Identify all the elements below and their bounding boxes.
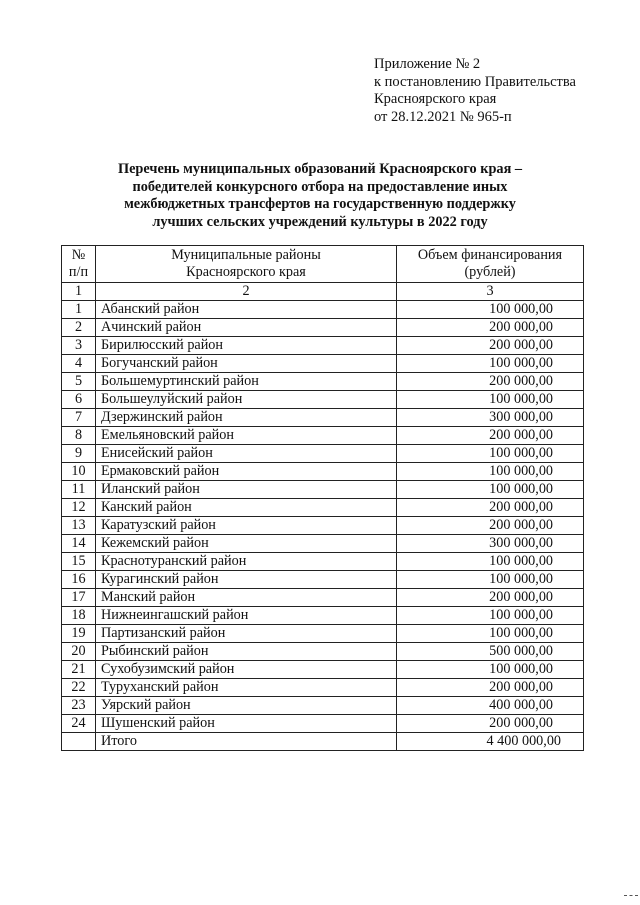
row-number: 23	[62, 697, 96, 715]
funding-amount: 500 000,00	[397, 643, 584, 661]
table-header-row	[62, 246, 584, 283]
district-name: Канский район	[96, 499, 397, 517]
column-index: 2	[96, 283, 397, 301]
row-number: 19	[62, 625, 96, 643]
row-number: 21	[62, 661, 96, 679]
funding-amount: 100 000,00	[397, 571, 584, 589]
table-row	[62, 463, 584, 481]
table-row	[62, 589, 584, 607]
district-name: Нижнеингашский район	[96, 607, 397, 625]
funding-amount: 200 000,00	[397, 715, 584, 733]
funding-amount: 100 000,00	[397, 391, 584, 409]
table-row	[62, 355, 584, 373]
total-amount: 4 400 000,00	[397, 733, 584, 751]
row-number: 2	[62, 319, 96, 337]
row-number: 14	[62, 535, 96, 553]
district-name: Енисейский район	[96, 445, 397, 463]
district-name: Каратузский район	[96, 517, 397, 535]
funding-amount: 100 000,00	[397, 463, 584, 481]
column-index: 3	[397, 283, 584, 301]
table-row	[62, 481, 584, 499]
header-amount-line2: (рублей)	[464, 264, 516, 280]
district-name: Партизанский район	[96, 625, 397, 643]
header-amount-line1: Объем финансирования	[417, 247, 563, 263]
scan-mark	[624, 895, 638, 897]
header-district	[96, 246, 397, 283]
table-row	[62, 571, 584, 589]
funding-amount: 100 000,00	[397, 625, 584, 643]
district-name: Кежемский район	[96, 535, 397, 553]
district-name: Ачинский район	[96, 319, 397, 337]
row-number: 16	[62, 571, 96, 589]
total-label: Итого	[96, 733, 397, 751]
row-number: 10	[62, 463, 96, 481]
table-row	[62, 337, 584, 355]
funding-amount: 200 000,00	[397, 319, 584, 337]
row-number: 4	[62, 355, 96, 373]
district-name: Шушенский район	[96, 715, 397, 733]
table-row	[62, 427, 584, 445]
row-number: 11	[62, 481, 96, 499]
table-row	[62, 643, 584, 661]
row-number: 3	[62, 337, 96, 355]
table-body	[62, 301, 584, 733]
district-name: Большемуртинский район	[96, 373, 397, 391]
district-name: Краснотуранский район	[96, 553, 397, 571]
row-number: 12	[62, 499, 96, 517]
table-row	[62, 373, 584, 391]
funding-amount: 200 000,00	[397, 337, 584, 355]
funding-amount: 100 000,00	[397, 607, 584, 625]
district-name: Уярский район	[96, 697, 397, 715]
district-name: Ермаковский район	[96, 463, 397, 481]
row-number: 22	[62, 679, 96, 697]
funding-amount: 200 000,00	[397, 427, 584, 445]
table-row	[62, 535, 584, 553]
row-number: 8	[62, 427, 96, 445]
funding-amount: 100 000,00	[397, 445, 584, 463]
row-number: 24	[62, 715, 96, 733]
appendix-line: Приложение № 2	[374, 56, 481, 72]
table-row	[62, 499, 584, 517]
table-row	[62, 301, 584, 319]
total-num-cell	[62, 733, 96, 751]
district-name: Бирилюсский район	[96, 337, 397, 355]
row-number: 6	[62, 391, 96, 409]
table-row	[62, 697, 584, 715]
table-row	[62, 607, 584, 625]
district-name: Сухобузимский район	[96, 661, 397, 679]
appendix-line: от 28.12.2021 № 965-п	[374, 108, 512, 125]
funding-amount: 400 000,00	[397, 697, 584, 715]
funding-amount: 200 000,00	[397, 589, 584, 607]
district-name: Дзержинский район	[96, 409, 397, 427]
funding-amount: 300 000,00	[397, 535, 584, 553]
table-row	[62, 679, 584, 697]
title-line: победителей конкурсного отбора на предоставление иных	[132, 178, 508, 195]
row-number: 17	[62, 589, 96, 607]
funding-amount: 300 000,00	[397, 409, 584, 427]
table-row	[62, 445, 584, 463]
appendix-line: к постановлению Правительства	[374, 73, 576, 90]
district-name: Богучанский район	[96, 355, 397, 373]
row-number: 9	[62, 445, 96, 463]
funding-amount: 100 000,00	[397, 661, 584, 679]
funding-amount: 200 000,00	[397, 517, 584, 535]
table-row	[62, 517, 584, 535]
header-amount	[397, 246, 584, 283]
district-name: Абанский район	[96, 301, 397, 319]
table-row	[62, 625, 584, 643]
row-number: 18	[62, 607, 96, 625]
header-num-line2: п/п	[68, 264, 89, 280]
column-index-row	[62, 283, 584, 301]
funding-amount: 200 000,00	[397, 373, 584, 391]
table-row	[62, 553, 584, 571]
table-row	[62, 715, 584, 733]
row-number: 15	[62, 553, 96, 571]
row-number: 20	[62, 643, 96, 661]
table-row	[62, 319, 584, 337]
row-number: 7	[62, 409, 96, 427]
total-row	[62, 733, 584, 751]
district-name: Туруханский район	[96, 679, 397, 697]
row-number: 5	[62, 373, 96, 391]
district-name: Иланский район	[96, 481, 397, 499]
district-name: Большеулуйский район	[96, 391, 397, 409]
header-district-line2: Красноярского края	[186, 264, 306, 280]
title-line: Перечень муниципальных образований Красноярского края –	[117, 161, 523, 177]
header-district-line1: Муниципальные районы	[171, 247, 321, 263]
row-number: 1	[62, 301, 96, 319]
document-title	[60, 161, 580, 231]
appendix-block	[374, 56, 576, 126]
header-num-line1: №	[71, 247, 86, 263]
district-name: Рыбинский район	[96, 643, 397, 661]
funding-table	[61, 245, 584, 751]
table-row	[62, 391, 584, 409]
funding-amount: 100 000,00	[397, 553, 584, 571]
title-line: межбюджетных трансфертов на государственную поддержку	[124, 196, 516, 212]
district-name: Курагинский район	[96, 571, 397, 589]
appendix-line: Красноярского края	[374, 91, 497, 107]
funding-amount: 200 000,00	[397, 679, 584, 697]
district-name: Емельяновский район	[96, 427, 397, 445]
funding-amount: 100 000,00	[397, 301, 584, 319]
funding-amount: 100 000,00	[397, 355, 584, 373]
title-line: лучших сельских учреждений культуры в 2022 году	[152, 213, 488, 230]
funding-amount: 100 000,00	[397, 481, 584, 499]
district-name: Манский район	[96, 589, 397, 607]
table-row	[62, 409, 584, 427]
column-index: 1	[62, 283, 96, 301]
table-row	[62, 661, 584, 679]
row-number: 13	[62, 517, 96, 535]
header-num	[62, 246, 96, 283]
funding-amount: 200 000,00	[397, 499, 584, 517]
